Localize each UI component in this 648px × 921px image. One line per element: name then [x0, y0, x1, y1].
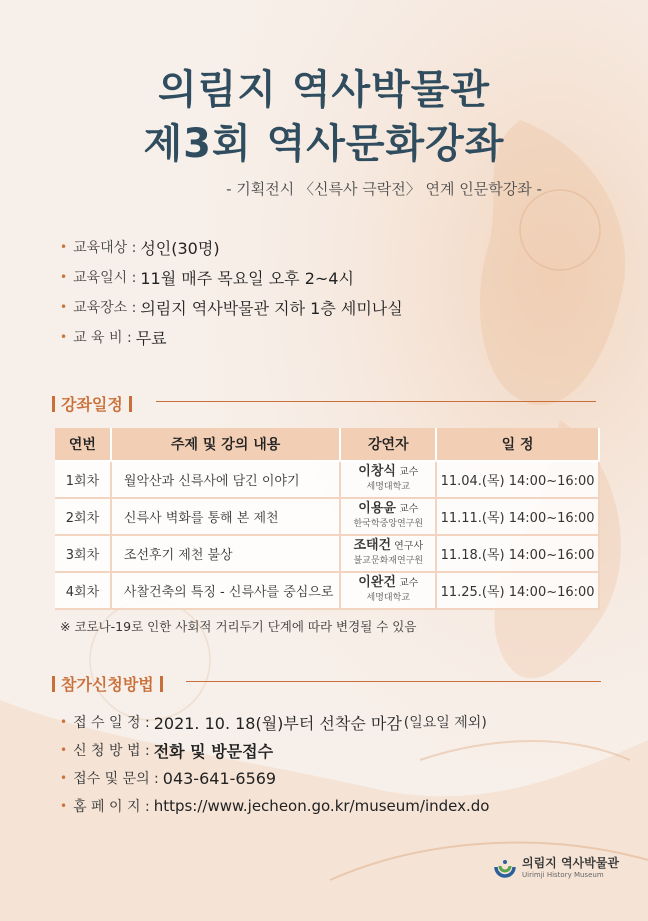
apply-item	[60, 736, 489, 764]
bullet-icon: •	[60, 330, 68, 344]
apply-extra: (일요일 제외)	[403, 715, 487, 731]
info-item	[60, 232, 403, 262]
heading-rule	[186, 681, 601, 682]
title-line-1: 의림지 역사박물관	[157, 67, 491, 113]
logo-name-ko: 의림지 역사박물관	[522, 856, 619, 870]
info-value: 무료	[135, 328, 167, 348]
table-row	[55, 535, 599, 572]
session-topic: 신륵사 벽화를 통해 본 제천	[111, 498, 340, 535]
info-label: 교육일시 :	[73, 270, 137, 286]
info-item	[60, 292, 403, 322]
heading-bar	[52, 396, 55, 412]
column-header: 강연자	[340, 428, 436, 461]
apply-value: 전화 및 방문접수	[153, 741, 274, 761]
logo-text	[522, 856, 619, 881]
speaker-name: 이창식	[358, 464, 396, 479]
column-header: 연번	[55, 428, 111, 461]
apply-heading-text: 참가신청방법	[61, 675, 154, 694]
speaker-rank: 교수	[398, 504, 419, 515]
info-value: 성인(30명)	[140, 238, 220, 258]
apply-heading	[46, 672, 169, 695]
apply-label: 홈 페 이 지 :	[73, 799, 150, 815]
museum-logo	[493, 856, 619, 881]
apply-label: 접 수 일 정 :	[73, 715, 150, 731]
info-list	[60, 232, 403, 352]
session-date: 11.11.(목) 14:00~16:00	[436, 498, 599, 535]
speaker-org: 한국학중앙연구원	[353, 519, 424, 529]
info-label: 교육대상 :	[73, 240, 137, 256]
bullet-icon: •	[60, 270, 68, 284]
table-header-row	[55, 428, 599, 461]
speaker-org: 세명대학교	[366, 593, 411, 603]
logo-name-en: Uirimji History Museum	[522, 871, 604, 879]
speaker-cell	[340, 461, 436, 498]
heading-bar	[52, 676, 55, 692]
heading-rule	[156, 401, 596, 402]
heading-bar	[160, 676, 163, 692]
speaker-rank: 교수	[398, 578, 419, 589]
info-value: 11월 매주 목요일 오후 2~4시	[140, 268, 354, 288]
apply-list	[60, 708, 489, 820]
session-number: 2회차	[55, 498, 111, 535]
museum-logo-icon	[493, 857, 517, 881]
bullet-icon: •	[60, 799, 68, 813]
info-label: 교 육 비 :	[73, 330, 132, 346]
speaker-name: 이완건	[358, 575, 396, 590]
speaker-rank: 교수	[398, 467, 419, 478]
table-row	[55, 572, 599, 609]
session-date: 11.18.(목) 14:00~16:00	[436, 535, 599, 572]
bullet-icon: •	[60, 771, 68, 785]
session-date: 11.04.(목) 14:00~16:00	[436, 461, 599, 498]
schedule-heading	[46, 392, 138, 415]
subtitle: - 기획전시 〈신륵사 극락전〉 연계 인문학강좌 -	[226, 180, 542, 198]
schedule-heading-text: 강좌일정	[61, 395, 123, 414]
bullet-icon: •	[60, 715, 68, 729]
speaker-cell	[340, 535, 436, 572]
apply-label: 신 청 방 법 :	[73, 743, 150, 759]
bullet-icon: •	[60, 300, 68, 314]
info-label: 교육장소 :	[73, 300, 137, 316]
session-topic: 조선후기 제천 불상	[111, 535, 340, 572]
session-topic: 사찰건축의 특징 - 신륵사를 중심으로	[111, 572, 340, 609]
contact-phone: 043-641-6569	[162, 768, 277, 788]
session-number: 4회차	[55, 572, 111, 609]
speaker-org: 불교문화재연구원	[353, 556, 424, 566]
speaker-org: 세명대학교	[366, 482, 411, 492]
apply-item	[60, 708, 489, 736]
session-number: 1회차	[55, 461, 111, 498]
session-number: 3회차	[55, 535, 111, 572]
apply-value: 2021. 10. 18(월)부터 선착순 마감	[153, 713, 402, 733]
heading-bar	[129, 396, 132, 412]
speaker-name: 조태건	[353, 538, 392, 553]
session-date: 11.25.(목) 14:00~16:00	[436, 572, 599, 609]
info-item	[60, 322, 403, 352]
apply-item	[60, 764, 489, 792]
title-line-2: 제3회 역사문화강좌	[143, 121, 505, 167]
homepage-link[interactable]: https://www.jecheon.go.kr/museum/index.do	[153, 797, 490, 815]
column-header: 주제 및 강의 내용	[111, 428, 340, 461]
bullet-icon: •	[60, 743, 68, 757]
speaker-cell	[340, 572, 436, 609]
table-row	[55, 461, 599, 498]
schedule-table	[55, 428, 600, 610]
bullet-icon: •	[60, 240, 68, 254]
info-item	[60, 262, 403, 292]
table-row	[55, 498, 599, 535]
speaker-name: 이용윤	[358, 501, 396, 516]
session-topic: 월악산과 신륵사에 담긴 이야기	[111, 461, 340, 498]
speaker-cell	[340, 498, 436, 535]
info-value: 의림지 역사박물관 지하 1층 세미나실	[140, 298, 403, 318]
speaker-rank: 연구사	[394, 541, 424, 552]
covid-notice: ※ 코로나-19로 인한 사회적 거리두기 단계에 따라 변경될 수 있음	[60, 619, 417, 634]
column-header: 일 정	[436, 428, 599, 461]
apply-label: 접수 및 문의 :	[73, 771, 159, 787]
apply-item	[60, 792, 489, 820]
